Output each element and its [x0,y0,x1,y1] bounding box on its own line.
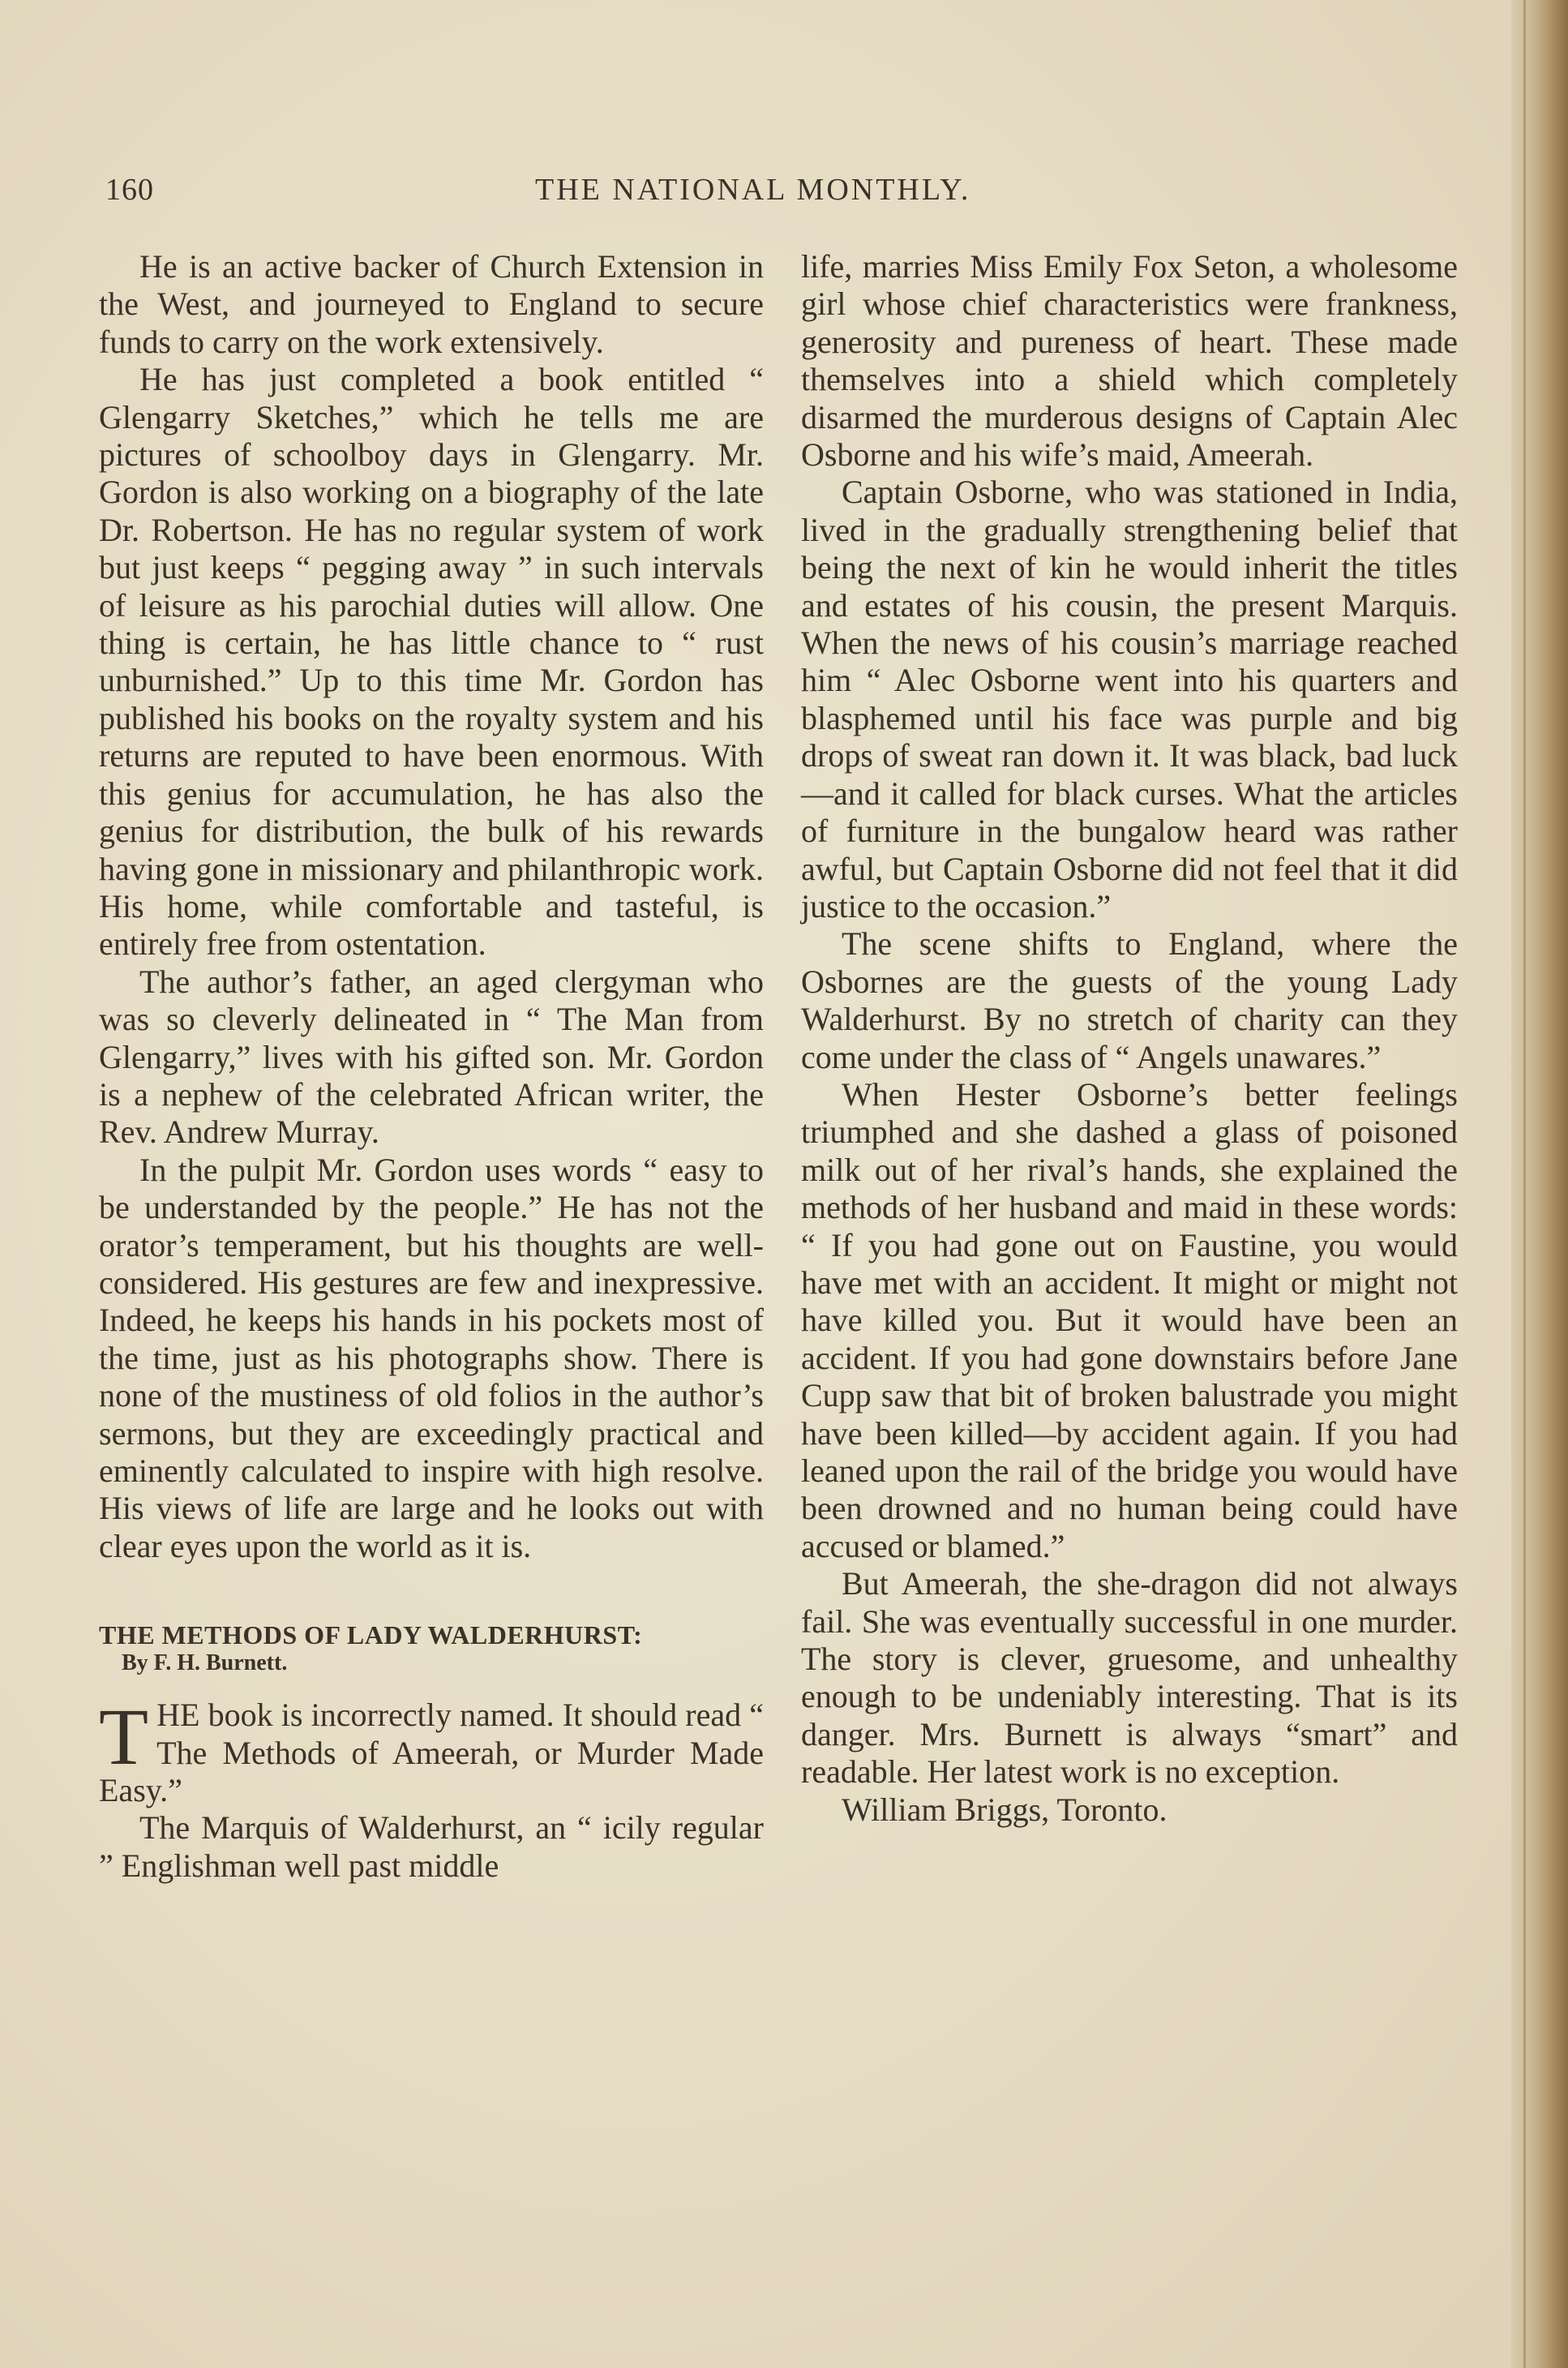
paragraph: He has just completed a book entitled “ Glengarry Sketches,” which he tells me are pictures of schoolboy days in Glengarry. Mr. Gordon is also working on a biography of the late Dr. Robertson. He has no regular system of work but just keeps “ pegging away ” in such intervals of leisure as his parochial duties will allow. One thing is certain, he has little chance to “ rust unburnished.” Up to this time Mr. Gordon has published his books on the royalty system and his returns are reputed to have been enormous. With this genius for accumulation, he has also the genius for distribution, the bulk of his rewards having gone in missionary and philanthropic work. His home, while comfortable and tasteful, is entirely free from ostentation. [99,361,764,963]
journal-title: THE NATIONAL MONTHLY. [535,173,971,207]
paragraph: The Marquis of Walderhurst, an “ icily regular ” Englishman well past middle [99,1809,764,1884]
publisher-signoff: William Briggs, Toronto. [842,1791,1167,1828]
review-heading: THE METHODS OF LADY WALDERHURST: [99,1620,643,1650]
paragraph: But Ameerah, the she-dragon did not always fail. She was eventually successful in one murder. The story is clever, gruesome, and unhealthy enough to be undeniably interesting. That is its danger. Mrs. Burnett is always “smart” and readable. Her latest work is no exception. [801,1565,1458,1791]
review-opening-text: HE book is incorrectly named. It should read “ The Methods of Ameerah, or Murder Made Easy.” [99,1697,764,1809]
review-byline: By F. H. Burnett. [122,1650,288,1676]
running-head [105,172,1451,212]
paragraph: life, marries Miss Emily Fox Seton, a wholesome girl whose chief characteristics were frankness, generosity and pureness of heart. These made themselves into a shield which completely disarmed the murderous designs of Captain Alec Osborne and his wife’s maid, Ameerah. [801,248,1458,474]
review-opening-paragraph [99,1692,764,1809]
page-number: 160 [105,173,154,207]
left-column [99,248,764,1885]
paragraph: He is an active backer of Church Extension in the West, and journeyed to England to secure funds to carry on the work extensively. [99,248,764,360]
paragraph: The author’s father, an aged clergyman who was so cleverly delineated in “ The Man from Glengarry,” lives with his gifted son. Mr. Gordon is a nephew of the celebrated African writer, the Rev. Andrew Murray. [99,963,764,1151]
paragraph: The scene shifts to England, where the Osbornes are the guests of the young Lady Walderhurst. By no stretch of charity can they come under the class of “ Angels unawares.” [801,925,1458,1075]
page-edge-line [1523,0,1526,2368]
paragraph: When Hester Osborne’s better feelings triumphed and she dashed a glass of poisoned milk out of her rival’s hands, she explained the methods of her husband and maid in these words: “ If you had gone out on Faustine, you would have met with an accident. It might or might not have killed you. But it would have been an accident. If you had gone downstairs before Jane Cupp saw that bit of broken balustrade you might have been killed—by accident again. If you had leaned upon the rail of the bridge you would have been drowned and no human being could have accused or blamed.” [801,1075,1458,1564]
paragraph: In the pulpit Mr. Gordon uses words “ easy to be understanded by the people.” He has not the orator’s temperament, but his thoughts are well-considered. His gestures are few and inexpressive. Indeed, he keeps his hands in his pockets most of the time, just as his photographs show. There is none of the mustiness of old folios in the author’s sermons, but they are exceedingly practical and eminently calculated to inspire with high resolve. His views of life are large and he looks out with clear eyes upon the world as it is. [99,1151,764,1564]
drop-cap: T [99,1692,149,1782]
paragraph: Captain Osborne, who was stationed in India, lived in the gradually strengthening belief that being the next of kin he would inherit the titles and estates of his cousin, the present Marquis. When the news of his cousin’s marriage reached him “ Alec Osborne went into his quarters and blasphemed until his face was purple and big drops of sweat ran down it. It was black, bad luck—and it called for black curses. What the articles of furniture in the bungalow heard was rather awful, but Captain Osborne did not feel that it did justice to the occasion.” [801,474,1458,924]
right-column [801,248,1458,1829]
page-edge [1511,0,1568,2368]
